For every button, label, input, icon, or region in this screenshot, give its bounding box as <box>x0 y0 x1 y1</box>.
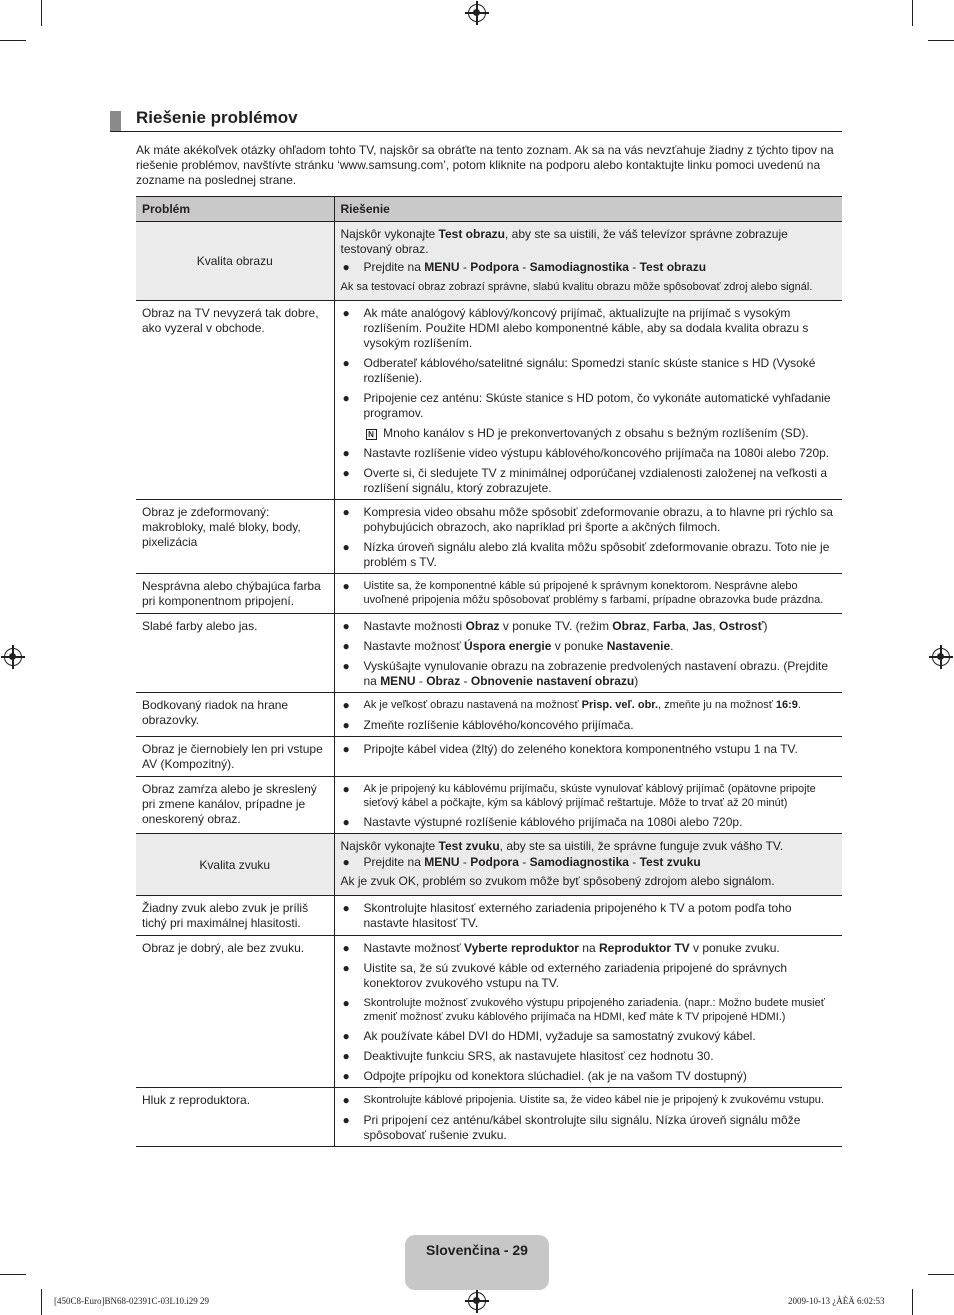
solution-cell: ● Ak máte analógový káblový/koncový prijímač, aktualizujte na prijímač s vysokým rozlíšením. Použite HDMI alebo komponentné káble, aby sa dodala kvalita obrazu s vysokým rozlíšením. ● Odberateľ káblového/satelitné signálu: Spomedzi staníc skúste stanice s HD (Vysoké rozlíšenie). ● Pripojenie cez anténu: Skúste stanice s HD potom, čo vykonáte automatické vyhľadanie programov. N Mnoho kanálov s HD je prekonvertovaných z obsahu s bežným rozlíšením (SD). ● Nastavte rozlíšenie video výstupu káblového/koncového prijímača na 1080i alebo 720p. ● Overte si, či sledujete TV z minimálnej odporúčanej vzdialenosti založenej na veľkosti a rozlíšení signálu, ktorý zobrazujete. <box>334 301 842 500</box>
problem-cell: Obraz je zdeformovaný: makrobloky, malé bloky, body, pixelizácia <box>136 500 334 574</box>
crop-mark <box>912 0 913 26</box>
table-row <box>136 777 842 834</box>
print-code: [450C8-Euro]BN68-02391C-03L10.i29 29 <box>54 1296 209 1306</box>
bullet-icon: ● <box>342 698 350 712</box>
registration-mark-icon <box>4 648 22 666</box>
bullet-icon: ● <box>342 718 350 732</box>
table-row <box>136 936 842 1088</box>
crop-mark <box>41 1289 42 1315</box>
solution-cell: ● Pripojte kábel videa (žltý) do zeleného konektora komponentného vstupu 1 na TV. <box>334 737 842 777</box>
solution-cell: ● Nastavte možnosti Obraz v ponuke TV. (režim Obraz, Farba, Jas, Ostrosť) ● Nastavte možnosť Úspora energie v ponuke Nastavenie. ● Vyskúšajte vynulovanie obrazu na zobrazenie predvolených nastavení obrazu. (Prejdite na MENU - Obraz - Obnovenie nastavení obrazu) <box>334 614 842 693</box>
solution-cell: ● Ak je veľkosť obrazu nastavená na možnosť Prisp. veľ. obr., zmeňte ju na možnosť 16:9. ● Zmeňte rozlíšenie káblového/koncového prijímača. <box>334 693 842 737</box>
bullet-icon: ● <box>342 505 350 519</box>
table-row <box>136 896 842 936</box>
bullet-icon: ● <box>342 1049 350 1063</box>
section-title: Riešenie problémov <box>136 108 298 127</box>
bullet-icon: ● <box>342 941 350 955</box>
section-title-marker <box>110 111 121 131</box>
crop-mark <box>0 40 26 41</box>
problem-cell: Obraz je čiernobiely len pri vstupe AV (Kompozitný). <box>136 737 334 777</box>
bullet-icon: ● <box>342 815 350 829</box>
bullet-icon: ● <box>342 659 350 673</box>
bullet-icon: ● <box>342 961 350 975</box>
solution-cell: ● Skontrolujte hlasitosť externého zariadenia pripojeného k TV a potom podľa toho nastavte hlasitosť TV. <box>334 896 842 936</box>
problem-cell: Obraz zamŕza alebo je skreslený pri zmene kanálov, prípadne je oneskorený obraz. <box>136 777 334 834</box>
crop-mark <box>0 1274 26 1275</box>
solution-cell: ● Nastavte možnosť Vyberte reproduktor na Reproduktor TV v ponuke zvuku. ● Uistite sa, že sú zvukové káble od externého zariadenia pripojené do správnych konektorov zvukového vstupu na TV. ● Skontrolujte možnosť zvukového výstupu pripojeného zariadenia. (napr.: Možno budete musieť zmeniť možnosť zvuku káblového prijímača na HDMI, keď máte k TV pripojené HDMI.) ● Ak používate kábel DVI do HDMI, vyžaduje sa samostatný zvukový kábel. ● Deaktivujte funkciu SRS, ak nastavujete hlasitosť cez hodnotu 30. ● Odpojte prípojku od konektora slúchadiel. (ak je na vašom TV dostupný) <box>334 936 842 1088</box>
table-header-row <box>136 197 842 222</box>
bullet-icon: ● <box>342 540 350 554</box>
bullet-icon: ● <box>342 446 350 460</box>
table-row <box>136 301 842 500</box>
bullet-icon: ● <box>342 356 350 370</box>
table-row <box>136 693 842 737</box>
bullet-icon: ● <box>342 901 350 915</box>
page-number: Slovenčina - 29 <box>426 1242 528 1258</box>
category-label: Kvalita zvuku <box>136 834 334 896</box>
problem-cell: Hluk z reproduktora. <box>136 1088 334 1147</box>
table-row <box>136 614 842 693</box>
table-row <box>136 1088 842 1147</box>
registration-mark-icon <box>468 4 486 22</box>
registration-mark-icon <box>932 648 950 666</box>
print-timestamp: 2009-10-13 ¿ÀÈÄ 6:02:53 <box>788 1296 885 1306</box>
column-header-problem: Problém <box>136 197 334 222</box>
problem-cell: Bodkovaný riadok na hrane obrazovky. <box>136 693 334 737</box>
bullet-icon: ● <box>342 1093 350 1107</box>
bullet-icon: ● <box>342 639 350 653</box>
problem-cell: Slabé farby alebo jas. <box>136 614 334 693</box>
category-solution: Najskôr vykonajte Test zvuku, aby ste sa uistili, že správne funguje zvuk vášho TV. ● Prejdite na MENU - Podpora - Samodiagnostika - Test zvuku Ak je zvuk OK, problém so zvukom môže byť spôsobený zdrojom alebo signálom. <box>334 834 842 896</box>
bullet-icon: ● <box>342 466 350 480</box>
bullet-icon: ● <box>342 619 350 633</box>
problem-cell: Žiadny zvuk alebo zvuk je príliš tichý pri maximálnej hlasitosti. <box>136 896 334 936</box>
category-solution: Najskôr vykonajte Test obrazu, aby ste sa uistili, že váš televízor správne zobrazuje testovaný obraz. ● Prejdite na MENU - Podpora - Samodiagnostika - Test obrazu Ak sa testovací obraz zobrazí správne, slabú kvalitu obrazu môže spôsobovať zdroj alebo signál. <box>334 222 842 301</box>
solution-cell: ● Skontrolujte káblové pripojenia. Uistite sa, že video kábel nie je pripojený k zvukovému vstupu. ● Pri pripojení cez anténu/kábel skontrolujte silu signálu. Nízka úroveň signálu môže spôsobovať rušenie zvuku. <box>334 1088 842 1147</box>
problem-cell: Nesprávna alebo chýbajúca farba pri komponentnom pripojení. <box>136 574 334 614</box>
solution-cell: ● Kompresia video obsahu môže spôsobiť zdeformovanie obrazu, a to hlavne pri rýchlo sa pohybujúcich obrazoch, ako napríklad pri športe a akčných filmoch. ● Nízka úroveň signálu alebo zlá kvalita môžu spôsobiť zdeformovanie obrazu. Toto nie je problém s TV. <box>334 500 842 574</box>
bullet-icon: ● <box>342 782 350 796</box>
table-row <box>136 737 842 777</box>
note-icon: N <box>366 429 377 440</box>
table-row <box>136 500 842 574</box>
registration-mark-icon <box>468 1292 486 1310</box>
bullet-icon: ● <box>342 1113 350 1127</box>
crop-mark <box>41 0 42 26</box>
bullet-icon: ● <box>342 1069 350 1083</box>
bullet-icon: ● <box>342 260 350 274</box>
bullet-icon: ● <box>342 306 350 320</box>
crop-mark <box>928 1274 954 1275</box>
category-label: Kvalita obrazu <box>136 222 334 301</box>
column-header-solution: Riešenie <box>334 197 842 222</box>
solution-cell: ● Ak je pripojený ku káblovému prijímaču, skúste vynulovať káblový prijímač (opätovne pripojte sieťový kábel a počkajte, kým sa káblový prijímač reštartuje. Môže to trvať až 20 minút) ● Nastavte výstupné rozlíšenie káblového prijímača na 1080i alebo 720p. <box>334 777 842 834</box>
bullet-icon: ● <box>342 391 350 405</box>
title-underline <box>110 131 842 132</box>
problem-cell: Obraz je dobrý, ale bez zvuku. <box>136 936 334 1088</box>
problem-cell: Obraz na TV nevyzerá tak dobre, ako vyzeral v obchode. <box>136 301 334 500</box>
intro-paragraph: Ak máte akékoľvek otázky ohľadom tohto TV, najskôr sa obráťte na tento zoznam. Ak sa na vás nevzťahuje žiadny z týchto tipov na riešenie problémov, navštívte stránku ‘www.samsung.com’, potom kliknite na podporu alebo kontaktujte linku pomoci uvedenú na zozname na poslednej strane. <box>136 143 834 187</box>
bullet-icon: ● <box>342 742 350 756</box>
bullet-icon: ● <box>342 1029 350 1043</box>
crop-mark <box>912 1289 913 1315</box>
table-row <box>136 574 842 614</box>
crop-mark <box>928 40 954 41</box>
bullet-icon: ● <box>342 855 350 869</box>
category-row <box>136 834 842 896</box>
bullet-icon: ● <box>342 996 350 1010</box>
bullet-icon: ● <box>342 579 350 593</box>
solution-cell: ● Uistite sa, že komponentné káble sú pripojené k správnym konektorom. Nesprávne alebo uvoľnené pripojenia môžu spôsobovať problémy s farbami, prípadne obrazovka bude prázdna. <box>334 574 842 614</box>
category-row <box>136 222 842 301</box>
troubleshooting-table <box>136 196 842 1147</box>
